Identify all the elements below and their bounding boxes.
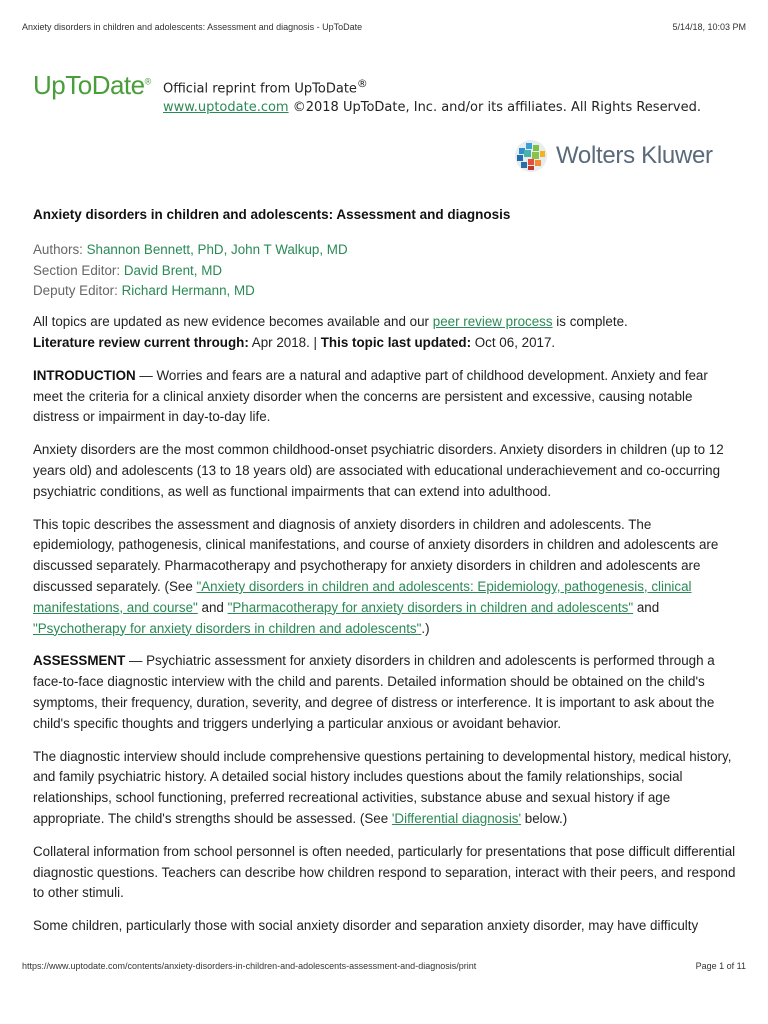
peer-review-link[interactable]: peer review process	[432, 314, 553, 330]
print-footer-url: https://www.uptodate.com/contents/anxiety-disorders-in-children-and-adolescents-assessment-and-diagnosis/print	[22, 961, 477, 971]
paragraph-6: Collateral information from school personnel is often needed, particularly for presentations that pose difficult differential diagnostic questions. Teachers can describe how children respond to separation, interact with their peers, and respond to other stimuli.	[33, 843, 736, 901]
deputy-editor-link[interactable]: Richard Hermann, MD	[121, 283, 255, 299]
authors-label: Authors:	[33, 241, 87, 257]
last-updated-label: This topic last updated:	[320, 334, 472, 350]
paragraph-2: Anxiety disorders are the most common childhood-onset psychiatric disorders. Anxiety disorders in children (up to 12 years old) and adolescents (13 to 18 years old) are associated with educational underachievement and co-occurring psychiatric conditions, as well as functional impairments that can extend into adulthood.	[33, 442, 724, 499]
reprint-mark: ®	[356, 77, 368, 90]
paragraph-7: Some children, particularly those with social anxiety disorder and separation anxiety disorder, may have difficulty	[33, 918, 699, 934]
deputy-editor-label: Deputy Editor:	[33, 283, 122, 299]
intro-heading: INTRODUCTION	[33, 367, 136, 383]
print-header-datetime: 5/14/18, 10:03 PM	[672, 22, 746, 32]
update-notice	[33, 312, 736, 354]
print-header-title: Anxiety disorders in children and adolescents: Assessment and diagnosis - UpToDate	[22, 22, 363, 32]
logo-text: UpToDate	[33, 70, 145, 100]
lit-review-label: Literature review current through:	[33, 334, 249, 350]
p3-and-2: and	[633, 599, 660, 615]
assessment-text: — Psychiatric assessment for anxiety disorders in children and adolescents is performed through a face-to-face diagnostic interview with the child and parents. Detailed information should be obtained on the child's symptoms, their frequency, duration, severity, and degree of distress or interference. It is important to ask about the child's specific thoughts and triggers underlying a particular anxious or avoidant behavior.	[33, 653, 715, 731]
section-editor-link[interactable]: David Brent, MD	[123, 262, 223, 278]
publisher-logo	[514, 138, 713, 174]
print-footer	[22, 961, 746, 971]
authors-line	[33, 240, 736, 261]
p5-pre: The diagnostic interview should include comprehensive questions pertaining to developmental history, medical history, and family psychiatric history. A detailed social history includes questions about the family relationships, social relationships, school functioning, preferred recreational activities, substance abuse and sexual history if age appropriate. The child's strengths should be assessed. (See	[33, 748, 732, 826]
section-editor-line	[33, 261, 736, 282]
paragraph-5	[33, 747, 736, 830]
intro-paragraph	[33, 366, 736, 428]
p3-pre: This topic describes the assessment and diagnosis of anxiety disorders in children and adolescents. The epidemiology, pathogenesis, clinical manifestations, and course of anxiety disorders in children and adolescents are discussed separately. Pharmacotherapy and psychotherapy for anxiety disorders in children and adolescents are discussed separately. (See	[33, 516, 719, 594]
print-header	[22, 22, 746, 32]
deputy-editor-line	[33, 281, 736, 302]
reprint-notice	[163, 74, 701, 117]
p5-post: below.)	[521, 810, 568, 826]
wolters-kluwer-globe-icon	[514, 139, 548, 173]
assessment-heading: ASSESSMENT	[33, 653, 126, 669]
article-meta	[33, 240, 736, 302]
print-footer-page: Page 1 of 11	[695, 961, 746, 971]
assessment-paragraph	[33, 651, 736, 734]
reprint-line: Official reprint from UpToDate	[163, 81, 357, 97]
paragraph-3	[33, 515, 736, 640]
authors-link[interactable]: Shannon Bennett, PhD, John T Walkup, MD	[86, 241, 348, 257]
logo-mark: ®	[144, 76, 151, 87]
article	[33, 205, 736, 949]
p3-end: .)	[421, 620, 430, 636]
copyright-text: ©2018 UpToDate, Inc. and/or its affiliates. All Rights Reserved.	[288, 100, 701, 116]
brand-row	[33, 70, 733, 116]
differential-diagnosis-link[interactable]: 'Differential diagnosis'	[391, 810, 522, 826]
intro-text: — Worries and fears are a natural and adaptive part of childhood development. Anxiety and fear meet the criteria for a clinical anxiety disorder when the concerns are persistent and excessive, causing notable distress or impairment in day-to-day life.	[33, 367, 708, 425]
uptodate-site-link[interactable]: www.uptodate.com	[163, 100, 289, 116]
epidemiology-link[interactable]: "Anxiety disorders in children and adolescents: Epidemiology, pathogenesis, clinical manifestations, and course"	[33, 578, 692, 615]
uptodate-logo[interactable]	[33, 70, 151, 101]
last-updated-value: Oct 06, 2017.	[471, 334, 556, 350]
update-pre: All topics are updated as new evidence becomes available and our	[33, 314, 433, 330]
publisher-name: Wolters Kluwer	[556, 142, 713, 169]
article-title: Anxiety disorders in children and adolescents: Assessment and diagnosis	[33, 207, 511, 222]
section-editor-label: Section Editor:	[33, 262, 124, 278]
psychotherapy-link[interactable]: "Psychotherapy for anxiety disorders in children and adolescents"	[33, 620, 422, 636]
lit-review-value: Apr 2018. |	[248, 334, 321, 350]
pharmacotherapy-link[interactable]: "Pharmacotherapy for anxiety disorders in children and adolescents"	[227, 599, 634, 615]
p3-and-1: and	[197, 599, 228, 615]
update-post: is complete.	[552, 314, 628, 330]
